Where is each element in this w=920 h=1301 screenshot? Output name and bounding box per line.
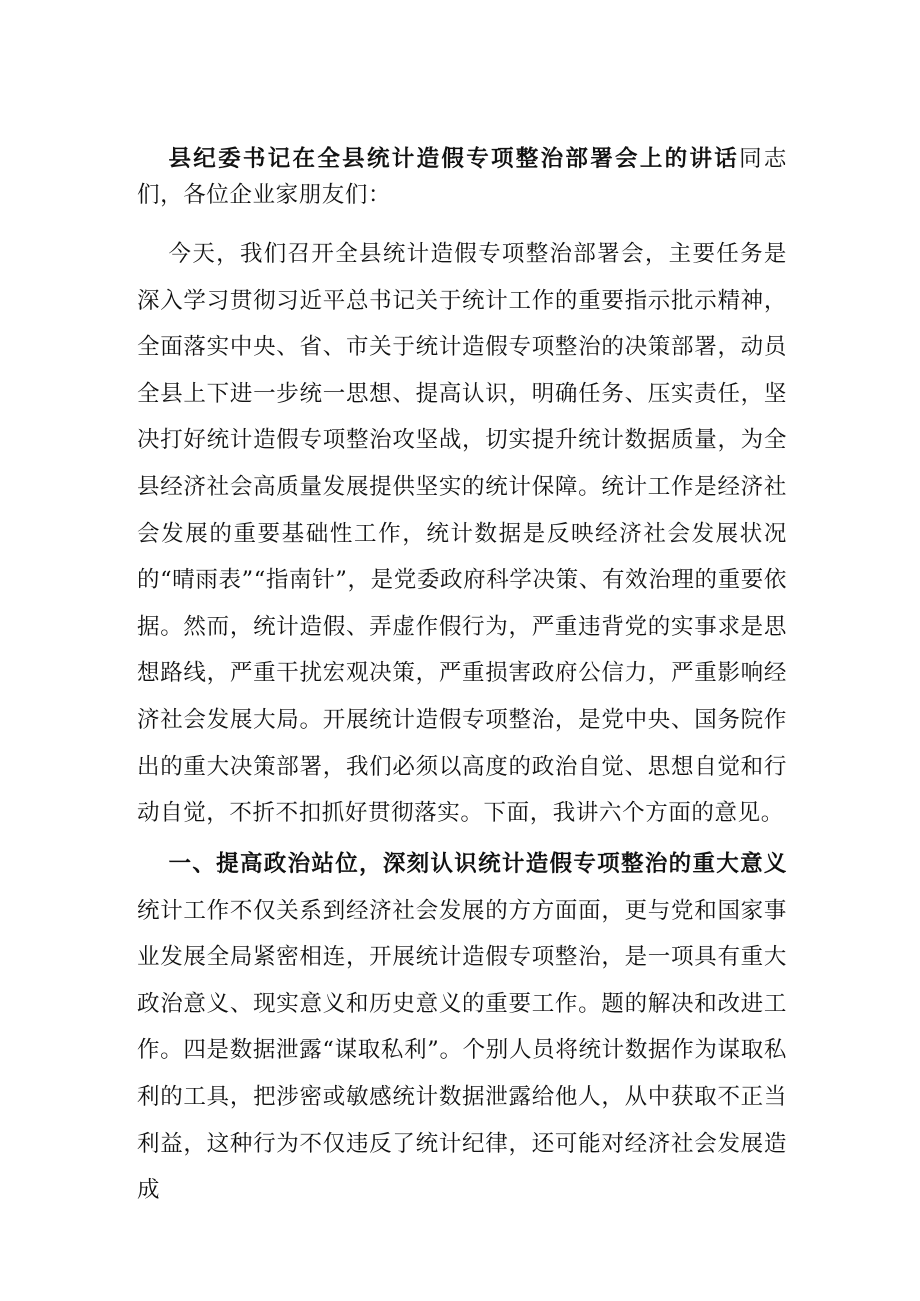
opening-paragraph: 今天，我们召开全县统计造假专项整治部署会，主要任务是深入学习贯彻习近平总书记关于统计工作的重要指示批示精神，全面落实中央、省、市关于统计造假专项整治的决策部署，动员全县上下进一步统一思想、提高认识，明确任务、压实责任，坚决打好统计造假专项整治攻坚战，切实提升统计数据质量，为全县经济社会高质量发展提供坚实的统计保障。统计工作是经济社会发展的重要基础性工作，统计数据是反映经济社会发展状况的“晴雨表”“指南针”，是党委政府科学决策、有效治理的重要依据。然而，统计造假、弄虚作假行为，严重违背党的实事求是思想路线，严重干扰宏观决策，严重损害政府公信力，严重影响经济社会发展大局。开展统计造假专项整治，是党中央、国务院作出的重大决策部署，我们必须以高度的政治自觉、思想自觉和行动自觉，不折不扣抓好贯彻落实。下面，我讲六个方面的意见。 (137, 241, 787, 827)
document-title: 县纪委书记在全县统计造假专项整治部署会上的讲话 (168, 146, 740, 172)
section-1-paragraph (137, 841, 787, 1214)
title-paragraph (137, 141, 787, 213)
salutation: 同志们，各位企业家朋友们： (137, 146, 787, 208)
section-1-body: 统计工作不仅关系到经济社会发展的方方面面，更与党和国家事业发展全局紧密相连，开展统计造假专项整治，是一项具有重大政治意义、现实意义和历史意义的重要工作。题的解决和改进工作。四是数据泄露“谋取私利”。个别人员将统计数据作为谋取私利的工具，把涉密或敏感统计数据泄露给他人，从中获取不正当利益，这种行为不仅违反了统计纪律，还可能对经济社会发展造成 (137, 897, 787, 1204)
section-1-heading: 一、提高政治站位，深刻认识统计造假专项整治的重大意义 (168, 851, 787, 877)
